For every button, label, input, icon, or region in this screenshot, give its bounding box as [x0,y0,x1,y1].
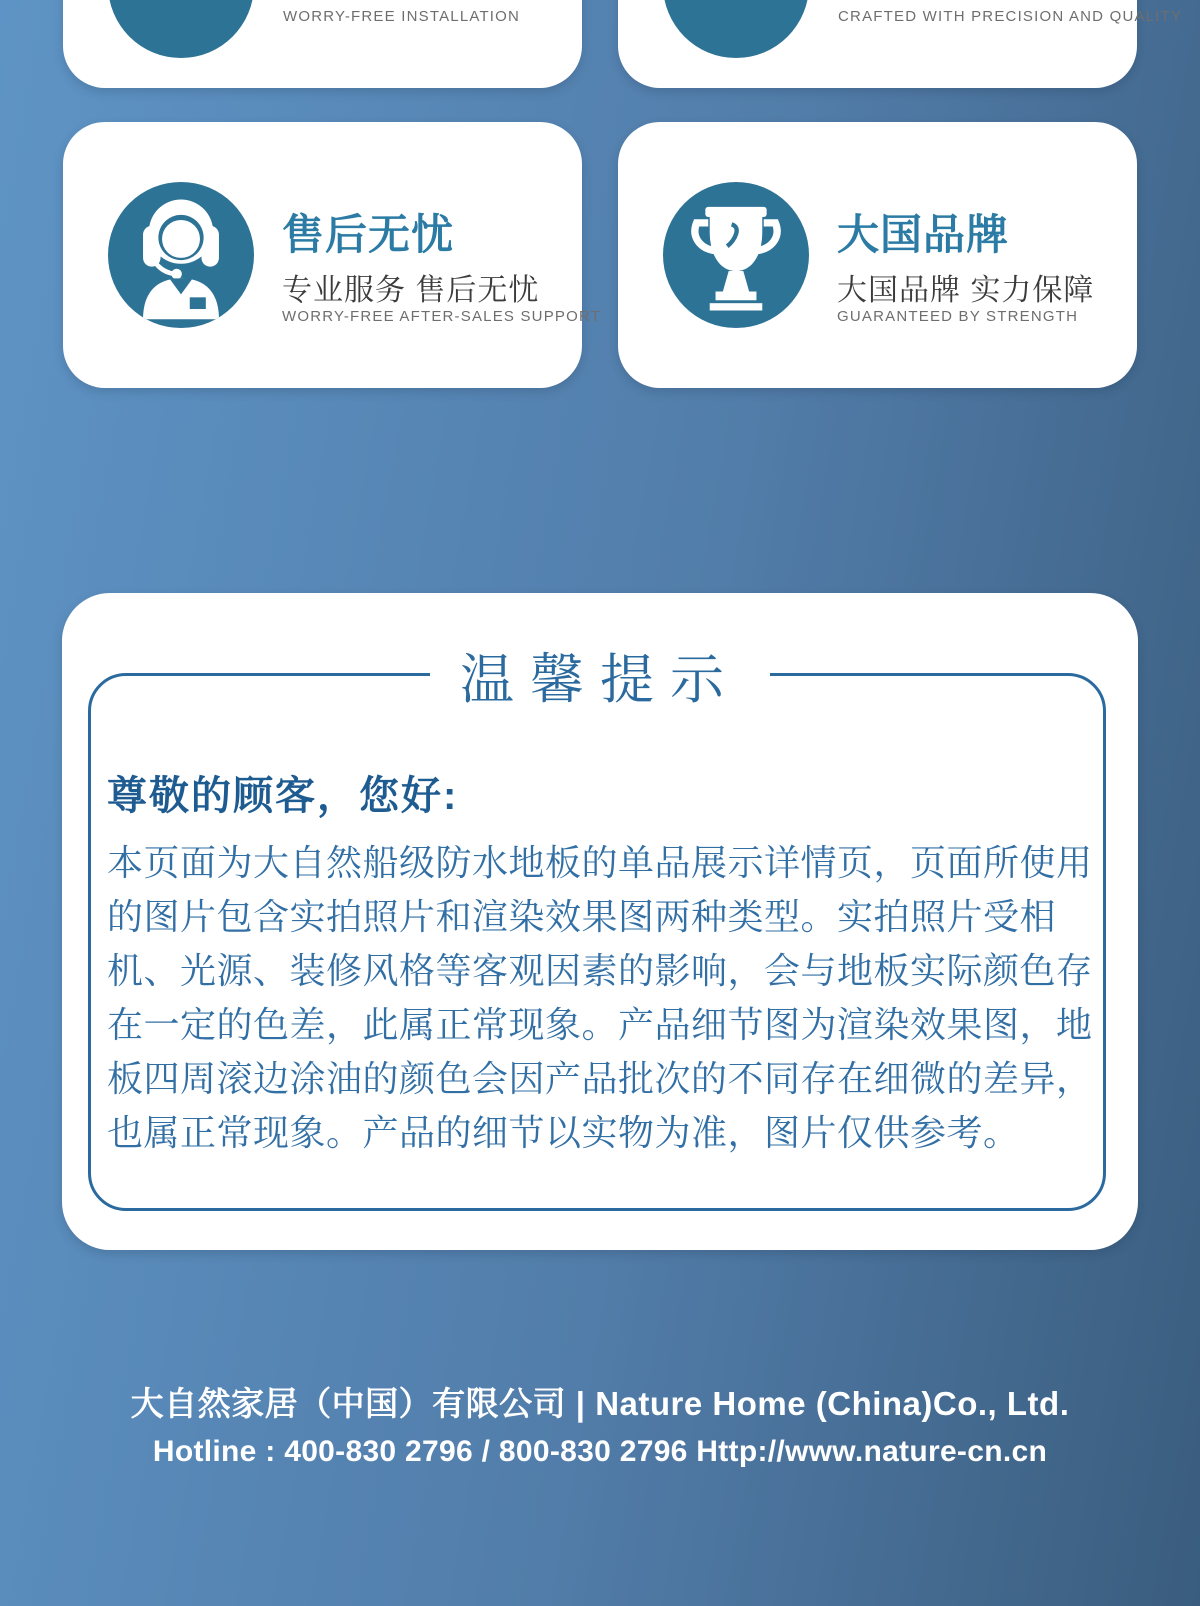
footer-company-name: 大自然家居（中国）有限公司 | Nature Home (China)Co., Ltd. [130,1385,1070,1422]
card-national-brand [618,122,1137,388]
card-subtitle: 专业服务 售后无忧 [282,274,540,307]
card-caption-en: WORRY-FREE AFTER-SALES SUPPORT [282,308,602,325]
craftsmanship-icon [663,0,809,58]
card-caption-en: CRAFTED WITH PRECISION AND QUALITY [838,8,1183,25]
tips-greeting: 尊敬的顾客，您好: [107,774,459,818]
headset-agent-icon [108,182,254,328]
warm-tips-panel [62,593,1138,1250]
card-title: 大国品牌 [837,211,1010,258]
installation-icon [108,0,254,58]
card-caption-en: WORRY-FREE INSTALLATION [283,8,521,25]
footer [0,1378,1200,1469]
footer-hotline: Hotline : 400-830 2796 / 800-830 2796 Http://www.nature-cn.cn [152,1435,1048,1468]
tips-border-box [88,673,1106,1211]
tips-title: 温馨提示 [430,650,770,710]
tips-title-row [62,637,1138,714]
card-after-sales [63,122,602,388]
card-worry-free-installation [63,0,582,88]
trophy-icon [663,182,809,328]
card-title: 售后无忧 [282,211,455,258]
card-caption-en: GUARANTEED BY STRENGTH [837,308,1079,325]
tips-body-text: 本页面为大自然船级防水地板的单品展示详情页，页面所使用的图片包含实拍照片和渲染效果图两种类型。实拍照片受相机、光源、装修风格等客观因素的影响，会与地板实际颜色存在一定的色差，此属正常现象。产品细节图为渲染效果图，地板四周滚边涂油的颜色会因产品批次的不同存在细微的差异，也属正常现象。产品的细节以实物为准，图片仅供参考。 [107,842,1093,1153]
card-crafted-with-quality [618,0,1183,88]
card-subtitle: 大国品牌 实力保障 [837,274,1095,307]
